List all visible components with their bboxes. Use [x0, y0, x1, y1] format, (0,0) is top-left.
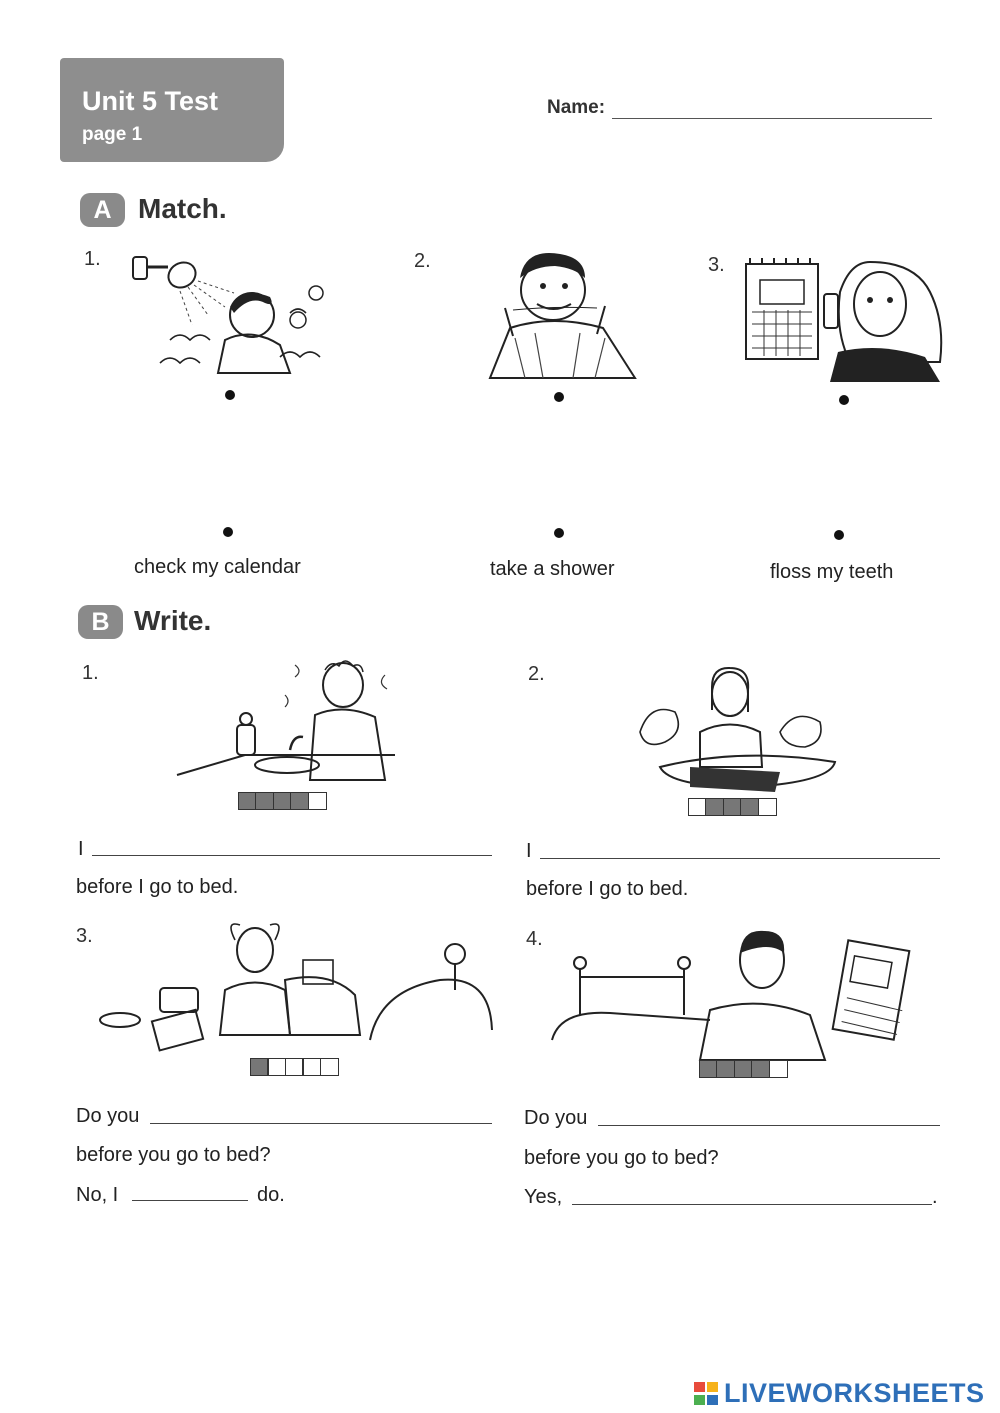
write-tail-2: before I go to bed. [526, 878, 689, 900]
section-a-badge: A [80, 193, 125, 227]
write-tail-4: before you go to bed? [524, 1147, 719, 1169]
answer-line-1[interactable] [92, 855, 492, 856]
unit-header-box [60, 58, 284, 162]
write-tail-3: before you go to bed? [76, 1144, 271, 1166]
write-prefix-3: Do you [76, 1105, 140, 1127]
answer-blank-3[interactable] [132, 1200, 248, 1201]
answer-line-4[interactable] [598, 1125, 940, 1126]
letter-boxes-2 [689, 798, 777, 816]
calendar-phone-illustration [740, 252, 950, 382]
match-dot-bottom-3[interactable] [834, 530, 844, 540]
page-title: Unit 5 Test [82, 86, 219, 116]
liveworksheets-logo [694, 1378, 985, 1409]
match-phrase-2: take a shower [490, 558, 615, 580]
answer-line-3[interactable] [150, 1123, 492, 1124]
answer-start-4: Yes, [524, 1186, 563, 1208]
section-b-title: Write. [134, 605, 212, 636]
match-phrase-3: floss my teeth [770, 561, 894, 583]
floss-illustration [485, 248, 640, 380]
write-tail-1: before I go to bed. [76, 876, 239, 898]
shower-illustration [130, 245, 335, 380]
ironing-illustration [630, 662, 840, 797]
section-a-title: Match. [138, 193, 227, 224]
write-number-3: 3. [76, 925, 93, 947]
check-calendar-illustration [550, 925, 920, 1060]
answer-end-3: do. [257, 1184, 285, 1206]
name-label: Name: [547, 97, 606, 118]
match-number-1: 1. [84, 248, 101, 270]
match-number-3: 3. [708, 254, 725, 276]
write-prefix-2: I [526, 840, 532, 862]
write-number-4: 4. [526, 928, 543, 950]
logo-text: LIVEWORKSHEETS [724, 1378, 985, 1408]
page-subtitle: page 1 [82, 124, 143, 145]
answer-line-2[interactable] [540, 858, 940, 859]
answer-start-3: No, I [76, 1184, 119, 1206]
match-number-2: 2. [414, 250, 431, 272]
write-number-2: 2. [528, 663, 545, 685]
match-dot-top-3[interactable] [839, 395, 849, 405]
write-number-1: 1. [82, 662, 99, 684]
section-b-badge: B [78, 605, 123, 639]
wash-hair-illustration [175, 655, 400, 785]
match-dot-bottom-1[interactable] [223, 527, 233, 537]
name-field[interactable] [612, 118, 932, 119]
match-dot-bottom-2[interactable] [554, 528, 564, 538]
match-dot-top-2[interactable] [554, 392, 564, 402]
answer-blank-4[interactable] [572, 1204, 932, 1205]
letter-boxes-3 [251, 1058, 339, 1076]
write-prefix-4: Do you [524, 1107, 588, 1129]
letter-boxes-1 [239, 792, 327, 810]
match-phrase-1: check my calendar [134, 556, 301, 578]
answer-end-4: . [932, 1186, 938, 1208]
match-dot-top-1[interactable] [225, 390, 235, 400]
letter-boxes-4 [700, 1060, 788, 1078]
write-prefix-1: I [78, 838, 84, 860]
logo-grid-icon [694, 1382, 720, 1406]
pack-bag-illustration [100, 920, 495, 1055]
